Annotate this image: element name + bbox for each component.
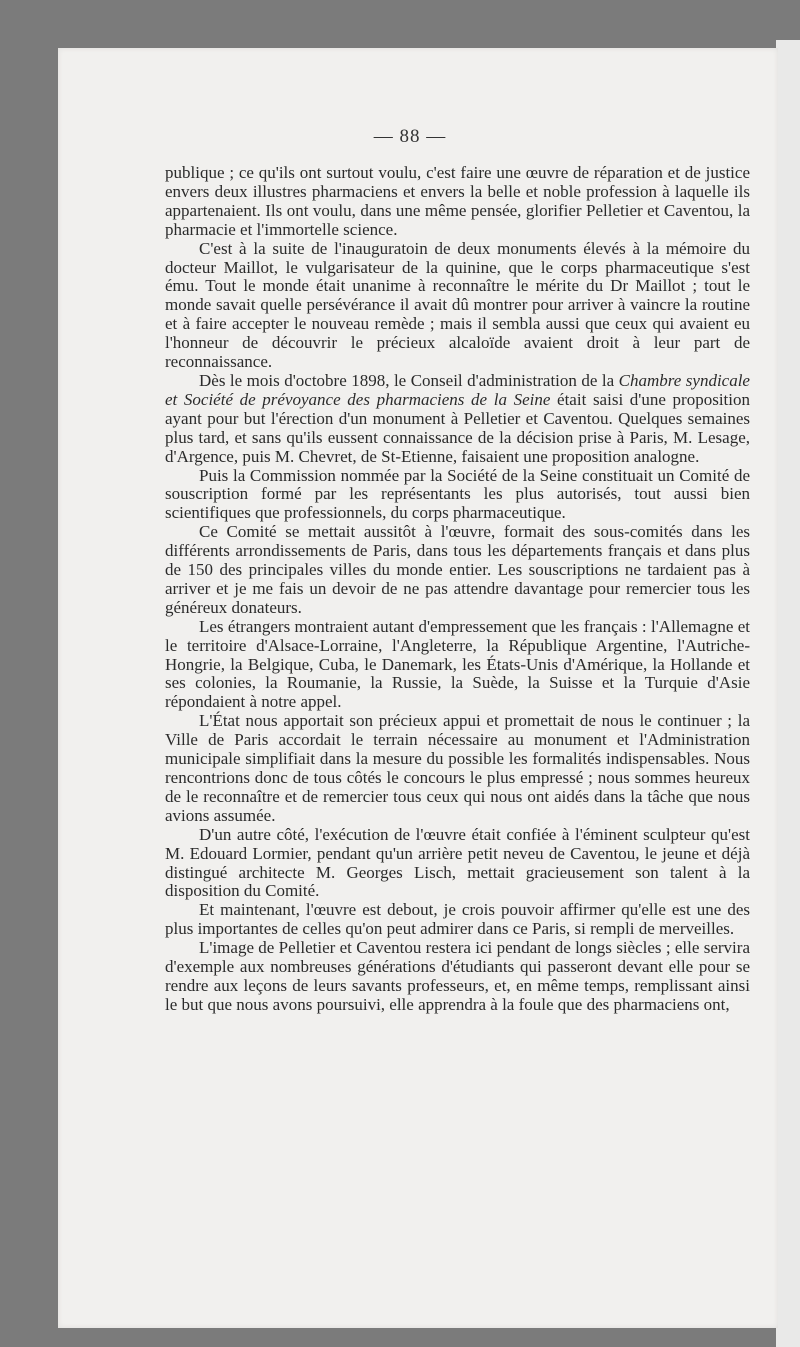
- paragraph-8: D'un autre côté, l'exécution de l'œuvre était confiée à l'éminent sculpteur qu'est M. Edouard Lormier, pendant qu'un arrière petit neveu de Caventou, le jeune et déjà distingué architecte M. Georges Lisch, mettait gracieusement son talent à la disposition du Comité.: [165, 824, 750, 901]
- paragraph-10: L'image de Pelletier et Caventou restera ici pendant de longs siècles ; elle servira d'exemple aux nombreuses générations d'étudiants qui passeront devant elle pour se rendre aux leçons de leurs savants professeurs, et, en même temps, remplissant ainsi le but que nous avons poursuivi, elle apprendra à la foule que des pharmaciens ont,: [165, 938, 750, 1014]
- page-edge: [776, 40, 800, 1347]
- paragraph-1: publique ; ce qu'ils ont surtout voulu, c'est faire une œuvre de réparation et de justice envers deux illustres pharmaciens et envers la belle et noble profession à laquelle ils appartenaient. Ils ont voulu, dans une même pensée, glorifier Pelletier et Caventou, la pharmacie et l'immortelle science.: [165, 163, 750, 239]
- paragraph-6: Les étrangers montraient autant d'empressement que les français : l'Allemagne et le territoire d'Alsace-Lorraine, l'Angleterre, la République Argentine, l'Autriche-Hongrie, la Belgique, Cuba, le Danemark, les États-Unis d'Amérique, la Hollande et ses colonies, la Roumanie, la Russie, la Suède, la Suisse et la Turquie d'Asie répondaient à notre appel.: [165, 616, 750, 712]
- page-number: — 88 —: [373, 126, 447, 147]
- paragraph-9: Et maintenant, l'œuvre est debout, je crois pouvoir affirmer qu'elle est une des plus importantes de celles qu'on peut admirer dans ce Paris, si rempli de merveilles.: [165, 900, 750, 939]
- paragraph-7: L'État nous apportait son précieux appui et promettait de nous le continuer ; la Ville de Paris accordait le terrain nécessaire au monument et l'Administration municipale simplifiait dans la mesure du possible les formalités indispensables. Nous rencontrions donc de tous côtés le concours le plus empressé ; nous sommes heureux de le reconnaître et de remercier tous ceux qui nous ont aidés dans la tâche que nous avions assumée.: [165, 711, 750, 825]
- paragraph-4: Puis la Commission nommée par la Société de la Seine constituait un Comité de souscription formé par les représentants les plus autorisés, tout aussi bien scientifiques que professionnels, du corps pharmaceutique.: [165, 465, 750, 523]
- paragraph-3-end: était saisi d'une proposition ayant pour but l'érection d'un monument à Pelletier et Caventou. Quelques semaines plus tard, et sans qu'ils eussent connaissance de la décision prise à Paris, M. Lesage, d'Argence, puis M. Chevret, de St-Etienne, faisaient une proposition analogne.: [165, 389, 750, 466]
- paragraph-3: [165, 372, 750, 467]
- paragraph-2: C'est à la suite de l'inauguratoin de deux monuments élevés à la mémoire du docteur Maillot, le vulgarisateur de la quinine, que le corps pharmaceutique s'est ému. Tout le monde était unanime à reconnaître le mérite du Dr Maillot ; tout le monde savait quelle persévérance il avait dû montrer pour arriver à vaincre la routine et à faire accepter le nouveau remède ; mais il sembla aussi que ceux qui avaient eu l'honneur de découvrir le précieux alcaloïde avaient droit à leur part de reconnaissance.: [165, 238, 750, 372]
- society-name: Chambre syndicale et Société de prévoyance des pharmaciens de la Seine: [165, 370, 750, 409]
- body-text: [165, 164, 750, 1015]
- paragraph-3-start: Dès le mois d'octobre 1898, le Conseil d'administration de la: [199, 370, 619, 390]
- paragraph-5: Ce Comité se mettait aussitôt à l'œuvre, formait des sous-comités dans les différents arrondissements de Paris, dans tous les départements français et dans plus de 150 des principales villes du monde entier. Les souscriptions ne tardaient pas à arriver et je me fais un devoir de ne pas attendre davantage pour remercier tous les généreux donateurs.: [165, 522, 750, 617]
